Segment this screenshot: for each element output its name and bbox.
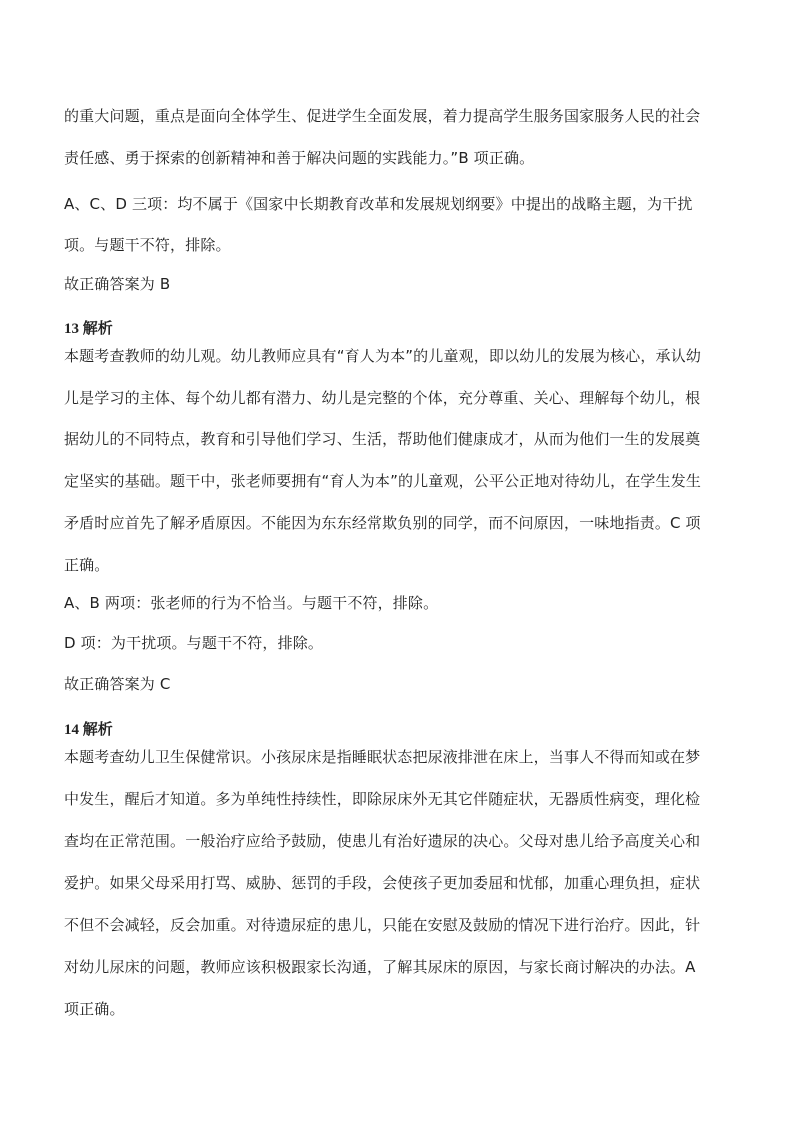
paragraph-line: 中发生，醒后才知道。多为单纯性持续性，即除尿床外无其它伴随症状，无器质性病变，理化检	[64, 790, 701, 808]
paragraph-line: 项正确。	[64, 1000, 125, 1018]
answer-line: 故正确答案为 C	[64, 675, 171, 693]
section-heading-13: 13 解析	[64, 321, 113, 337]
section-heading-14: 14 解析	[64, 722, 113, 738]
paragraph-line: 据幼儿的不同特点，教育和引导他们学习、生活，帮助他们健康成才，从而为他们一生的发展奠	[64, 430, 701, 448]
paragraph-line: 本题考查幼儿卫生保健常识。小孩尿床是指睡眠状态把尿液排泄在床上，当事人不得而知或在梦	[64, 748, 701, 766]
paragraph-line: 儿是学习的主体、每个幼儿都有潜力、幼儿是完整的个体，充分尊重、关心、理解每个幼儿，根	[64, 389, 701, 407]
paragraph-line: 定坚实的基础。题干中，张老师要拥有“育人为本”的儿童观，公平公正地对待幼儿，在学生发生	[64, 472, 701, 490]
paragraph-line: 本题考查教师的幼儿观。幼儿教师应具有“育人为本”的儿童观，即以幼儿的发展为核心，承认幼	[64, 347, 701, 365]
paragraph-line: 查均在正常范围。一般治疗应给予鼓励，使患儿有治好遗尿的决心。父母对患儿给予高度关心和	[64, 832, 701, 850]
paragraph-line: 对幼儿尿床的问题，教师应该积极跟家长沟通，了解其尿床的原因，与家长商讨解决的办法。A	[64, 958, 696, 976]
paragraph-line: 矛盾时应首先了解矛盾原因。不能因为东东经常欺负别的同学，而不问原因，一味地指责。C 项	[64, 514, 701, 532]
option-line: A、B 两项：张老师的行为不恰当。与题干不符，排除。	[64, 594, 439, 612]
option-line: D 项：为干扰项。与题干不符，排除。	[64, 634, 324, 652]
paragraph-line: A、C、D 三项：均不属于《国家中长期教育改革和发展规划纲要》中提出的战略主题，为干扰	[64, 195, 693, 213]
paragraph-line: 不但不会减轻，反会加重。对待遗尿症的患儿，只能在安慰及鼓励的情况下进行治疗。因此，针	[64, 916, 701, 934]
paragraph-line: 项。与题干不符，排除。	[64, 236, 231, 254]
paragraph-line: 责任感、勇于探索的创新精神和善于解决问题的实践能力。”B 项正确。	[64, 149, 535, 167]
paragraph-line: 爱护。如果父母采用打骂、威胁、惩罚的手段，会使孩子更加委屈和忧郁，加重心理负担，症状	[64, 874, 701, 892]
paragraph-line: 正确。	[64, 556, 110, 574]
paragraph-line: 的重大问题，重点是面向全体学生、促进学生全面发展，着力提高学生服务国家服务人民的社会	[64, 107, 701, 125]
answer-line: 故正确答案为 B	[64, 275, 171, 293]
